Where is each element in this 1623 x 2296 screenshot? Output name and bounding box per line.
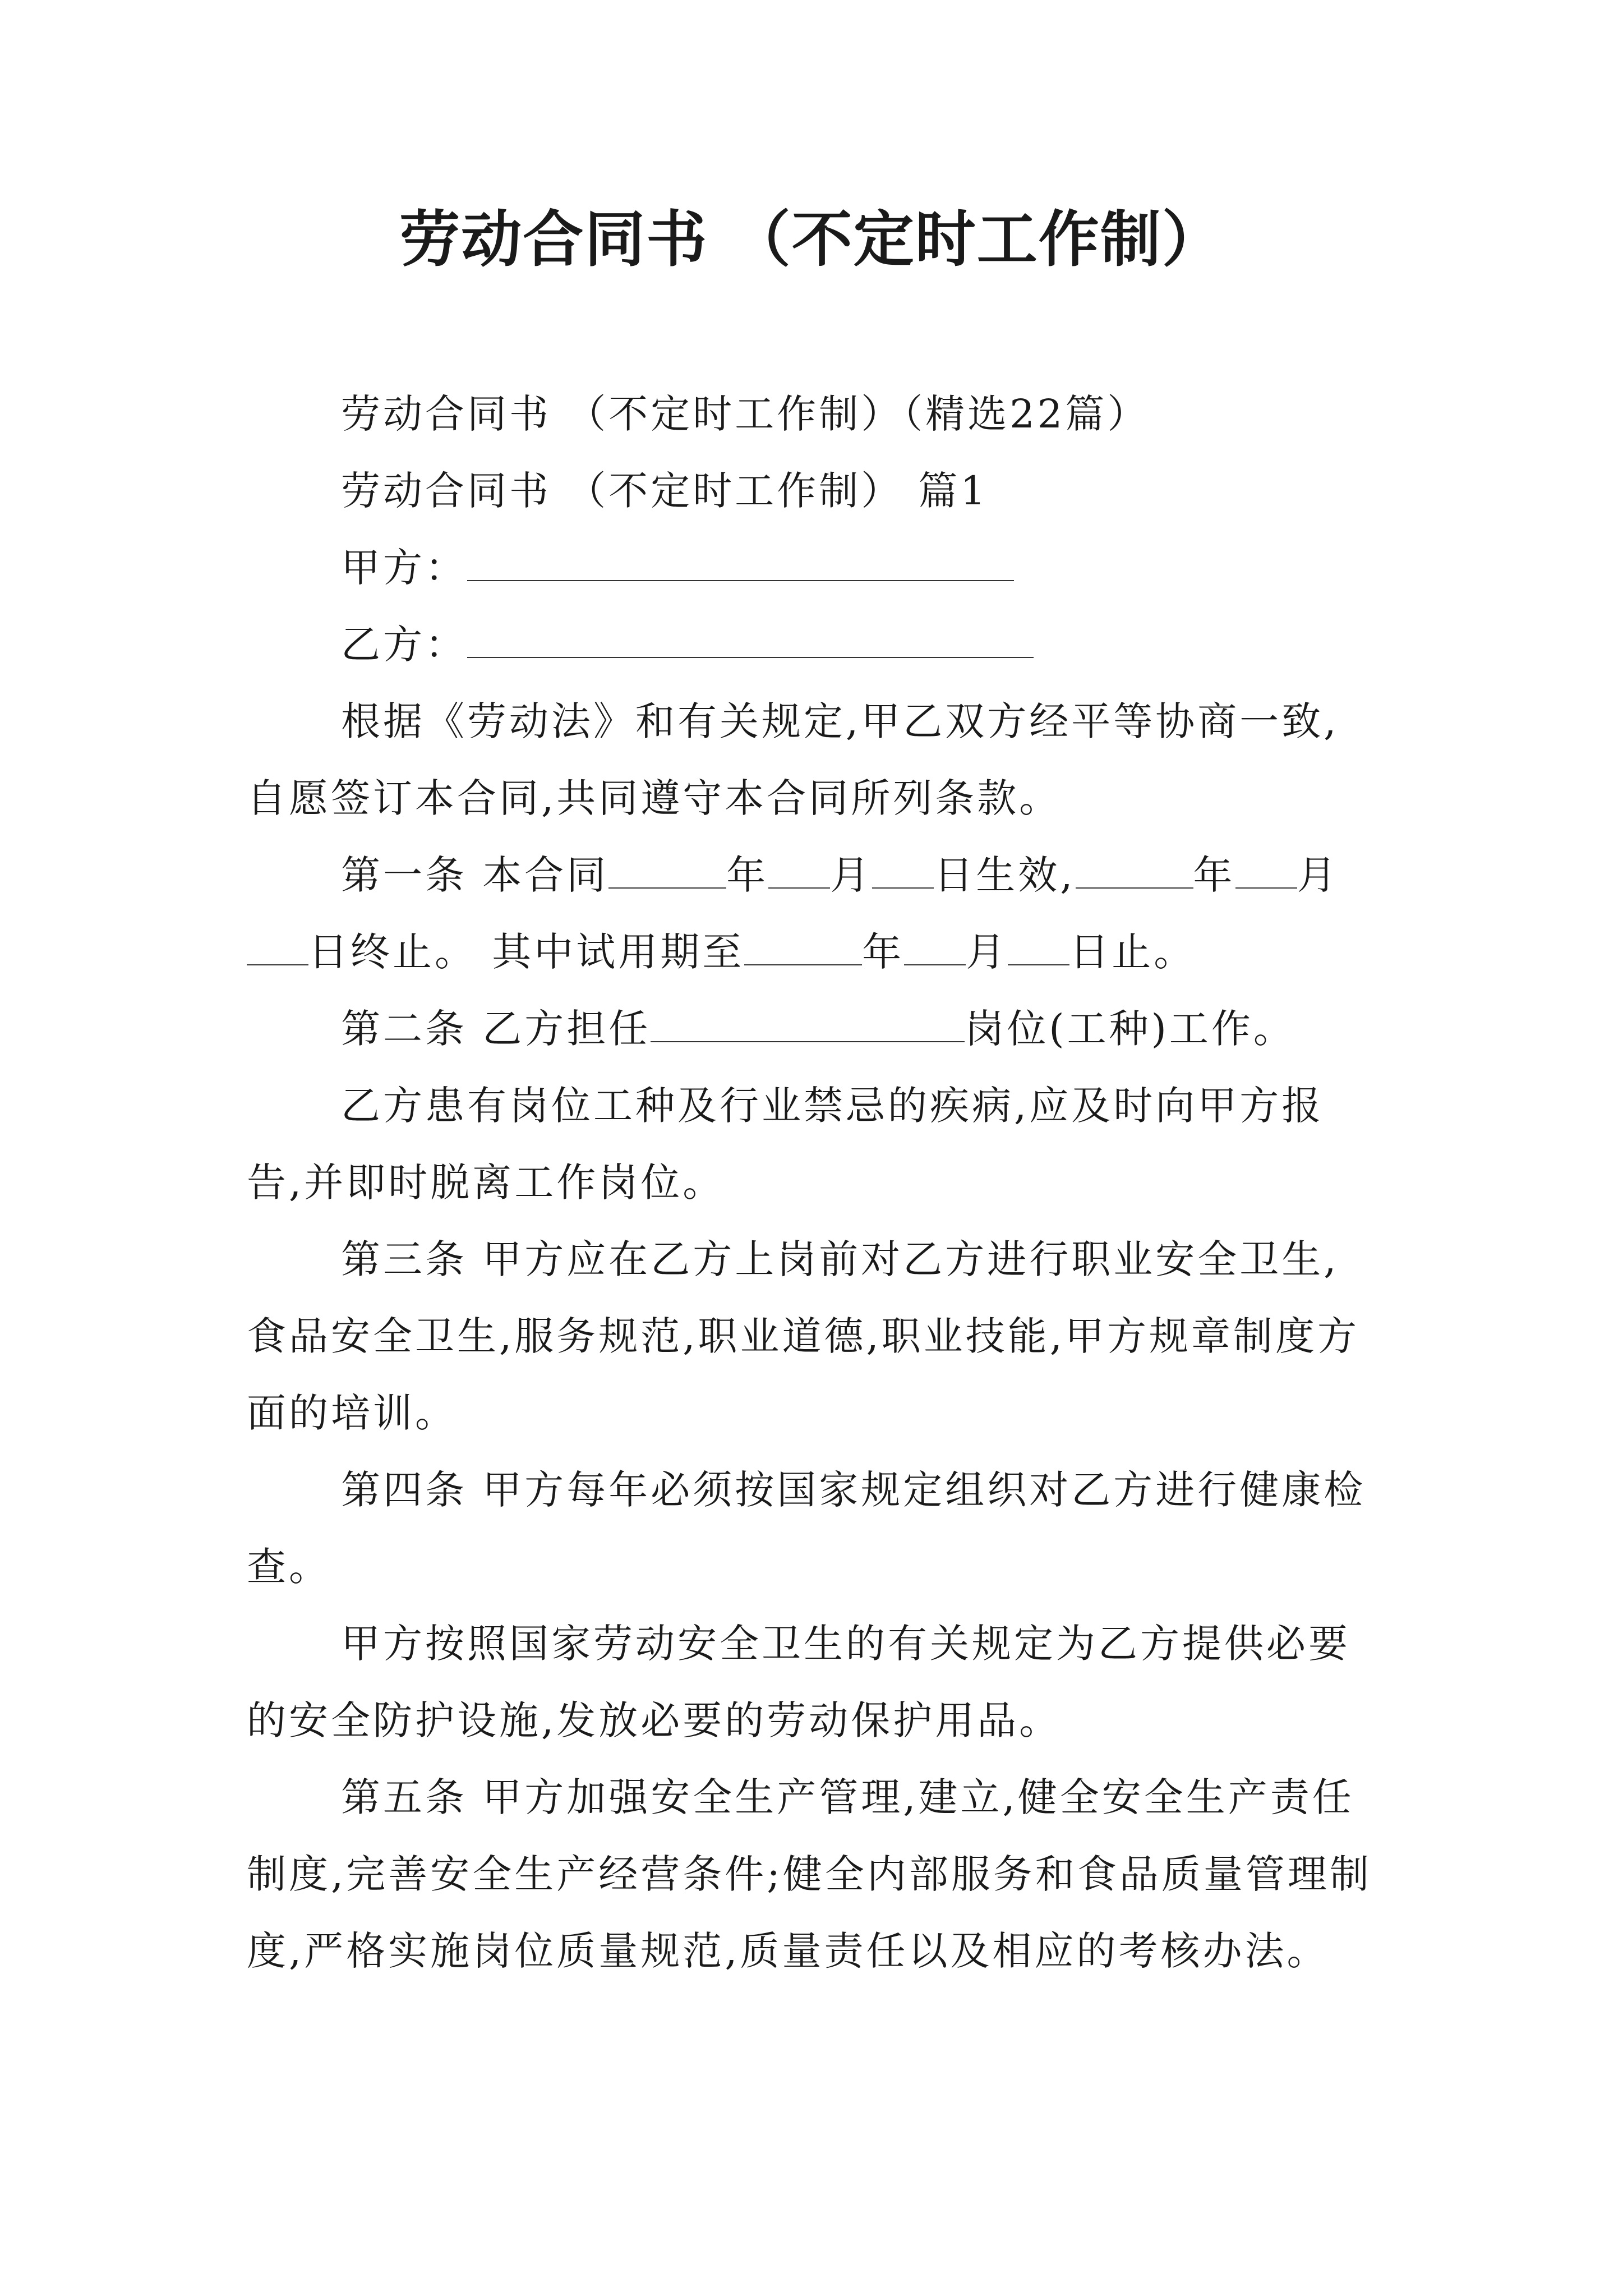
party-a-label: 甲方： xyxy=(341,545,467,591)
article-1 xyxy=(247,837,1380,991)
document-body xyxy=(247,376,1380,1990)
blank-probation-day xyxy=(1008,931,1069,965)
article-3: 第三条 甲方应在乙方上岗前对乙方进行职业安全卫生,食品安全卫生,服务规范,职业道德,职业技能,甲方规章制度方面的培训。 xyxy=(247,1236,1360,1436)
article-2-text-2: 岗位(工种)工作。 xyxy=(965,1006,1295,1052)
article-1-text-6: 月 xyxy=(1297,852,1339,898)
blank-end-month xyxy=(1235,854,1297,889)
party-b-line xyxy=(247,606,1380,683)
article-2-note: 乙方患有岗位工种及行业禁忌的疾病,应及时向甲方报告,并即时脱离工作岗位。 xyxy=(247,1083,1324,1205)
intro-paragraph: 根据《劳动法》和有关规定,甲乙双方经平等协商一致,自愿签订本合同,共同遵守本合同所列条款。 xyxy=(247,698,1339,821)
article-1-text-5: 年 xyxy=(1193,852,1235,898)
blank-end-day xyxy=(247,931,308,965)
party-a-line xyxy=(247,530,1380,606)
article-1-text-8: 年 xyxy=(862,929,905,975)
subtitle-article: 劳动合同书 （不定时工作制） 篇1 xyxy=(341,468,989,514)
article-1-text-3: 月 xyxy=(830,852,873,898)
article-1-text-4: 日生效, xyxy=(934,852,1076,898)
party-a-blank xyxy=(467,546,1014,581)
article-4-note: 甲方按照国家劳动安全卫生的有关规定为乙方提供必要的安全防护设施,发放必要的劳动保护用品。 xyxy=(247,1621,1350,1743)
document-title: 劳动合同书 （不定时工作制） xyxy=(399,204,1224,275)
blank-probation-year xyxy=(744,931,862,965)
article-1-text-7: 日终止。 其中试用期至 xyxy=(308,929,745,975)
subtitle-collection: 劳动合同书 （不定时工作制）（精选22篇） xyxy=(341,391,1150,437)
article-1-text-2: 年 xyxy=(726,852,769,898)
party-b-label: 乙方： xyxy=(341,622,467,668)
blank-end-year xyxy=(1076,854,1193,889)
blank-start-year xyxy=(608,854,726,889)
article-2 xyxy=(247,991,1380,1068)
party-b-blank xyxy=(467,623,1034,658)
blank-start-day xyxy=(872,854,934,889)
article-2-text-1: 第二条 乙方担任 xyxy=(341,1006,651,1052)
blank-probation-month xyxy=(904,931,966,965)
article-1-text-10: 日止。 xyxy=(1069,929,1196,975)
blank-position xyxy=(651,1007,965,1042)
article-1-text-1: 第一条 本合同 xyxy=(341,852,609,898)
article-1-text-9: 月 xyxy=(966,929,1008,975)
blank-start-month xyxy=(768,854,830,889)
article-5: 第五条 甲方加强安全生产管理,建立,健全安全生产责任制度,完善安全生产经营条件;健全内部服务和食品质量管理制度,严格实施岗位质量规范,质量责任以及相应的考核办法。 xyxy=(247,1774,1372,1974)
article-4: 第四条 甲方每年必须按国家规定组织对乙方进行健康检查。 xyxy=(247,1467,1366,1590)
